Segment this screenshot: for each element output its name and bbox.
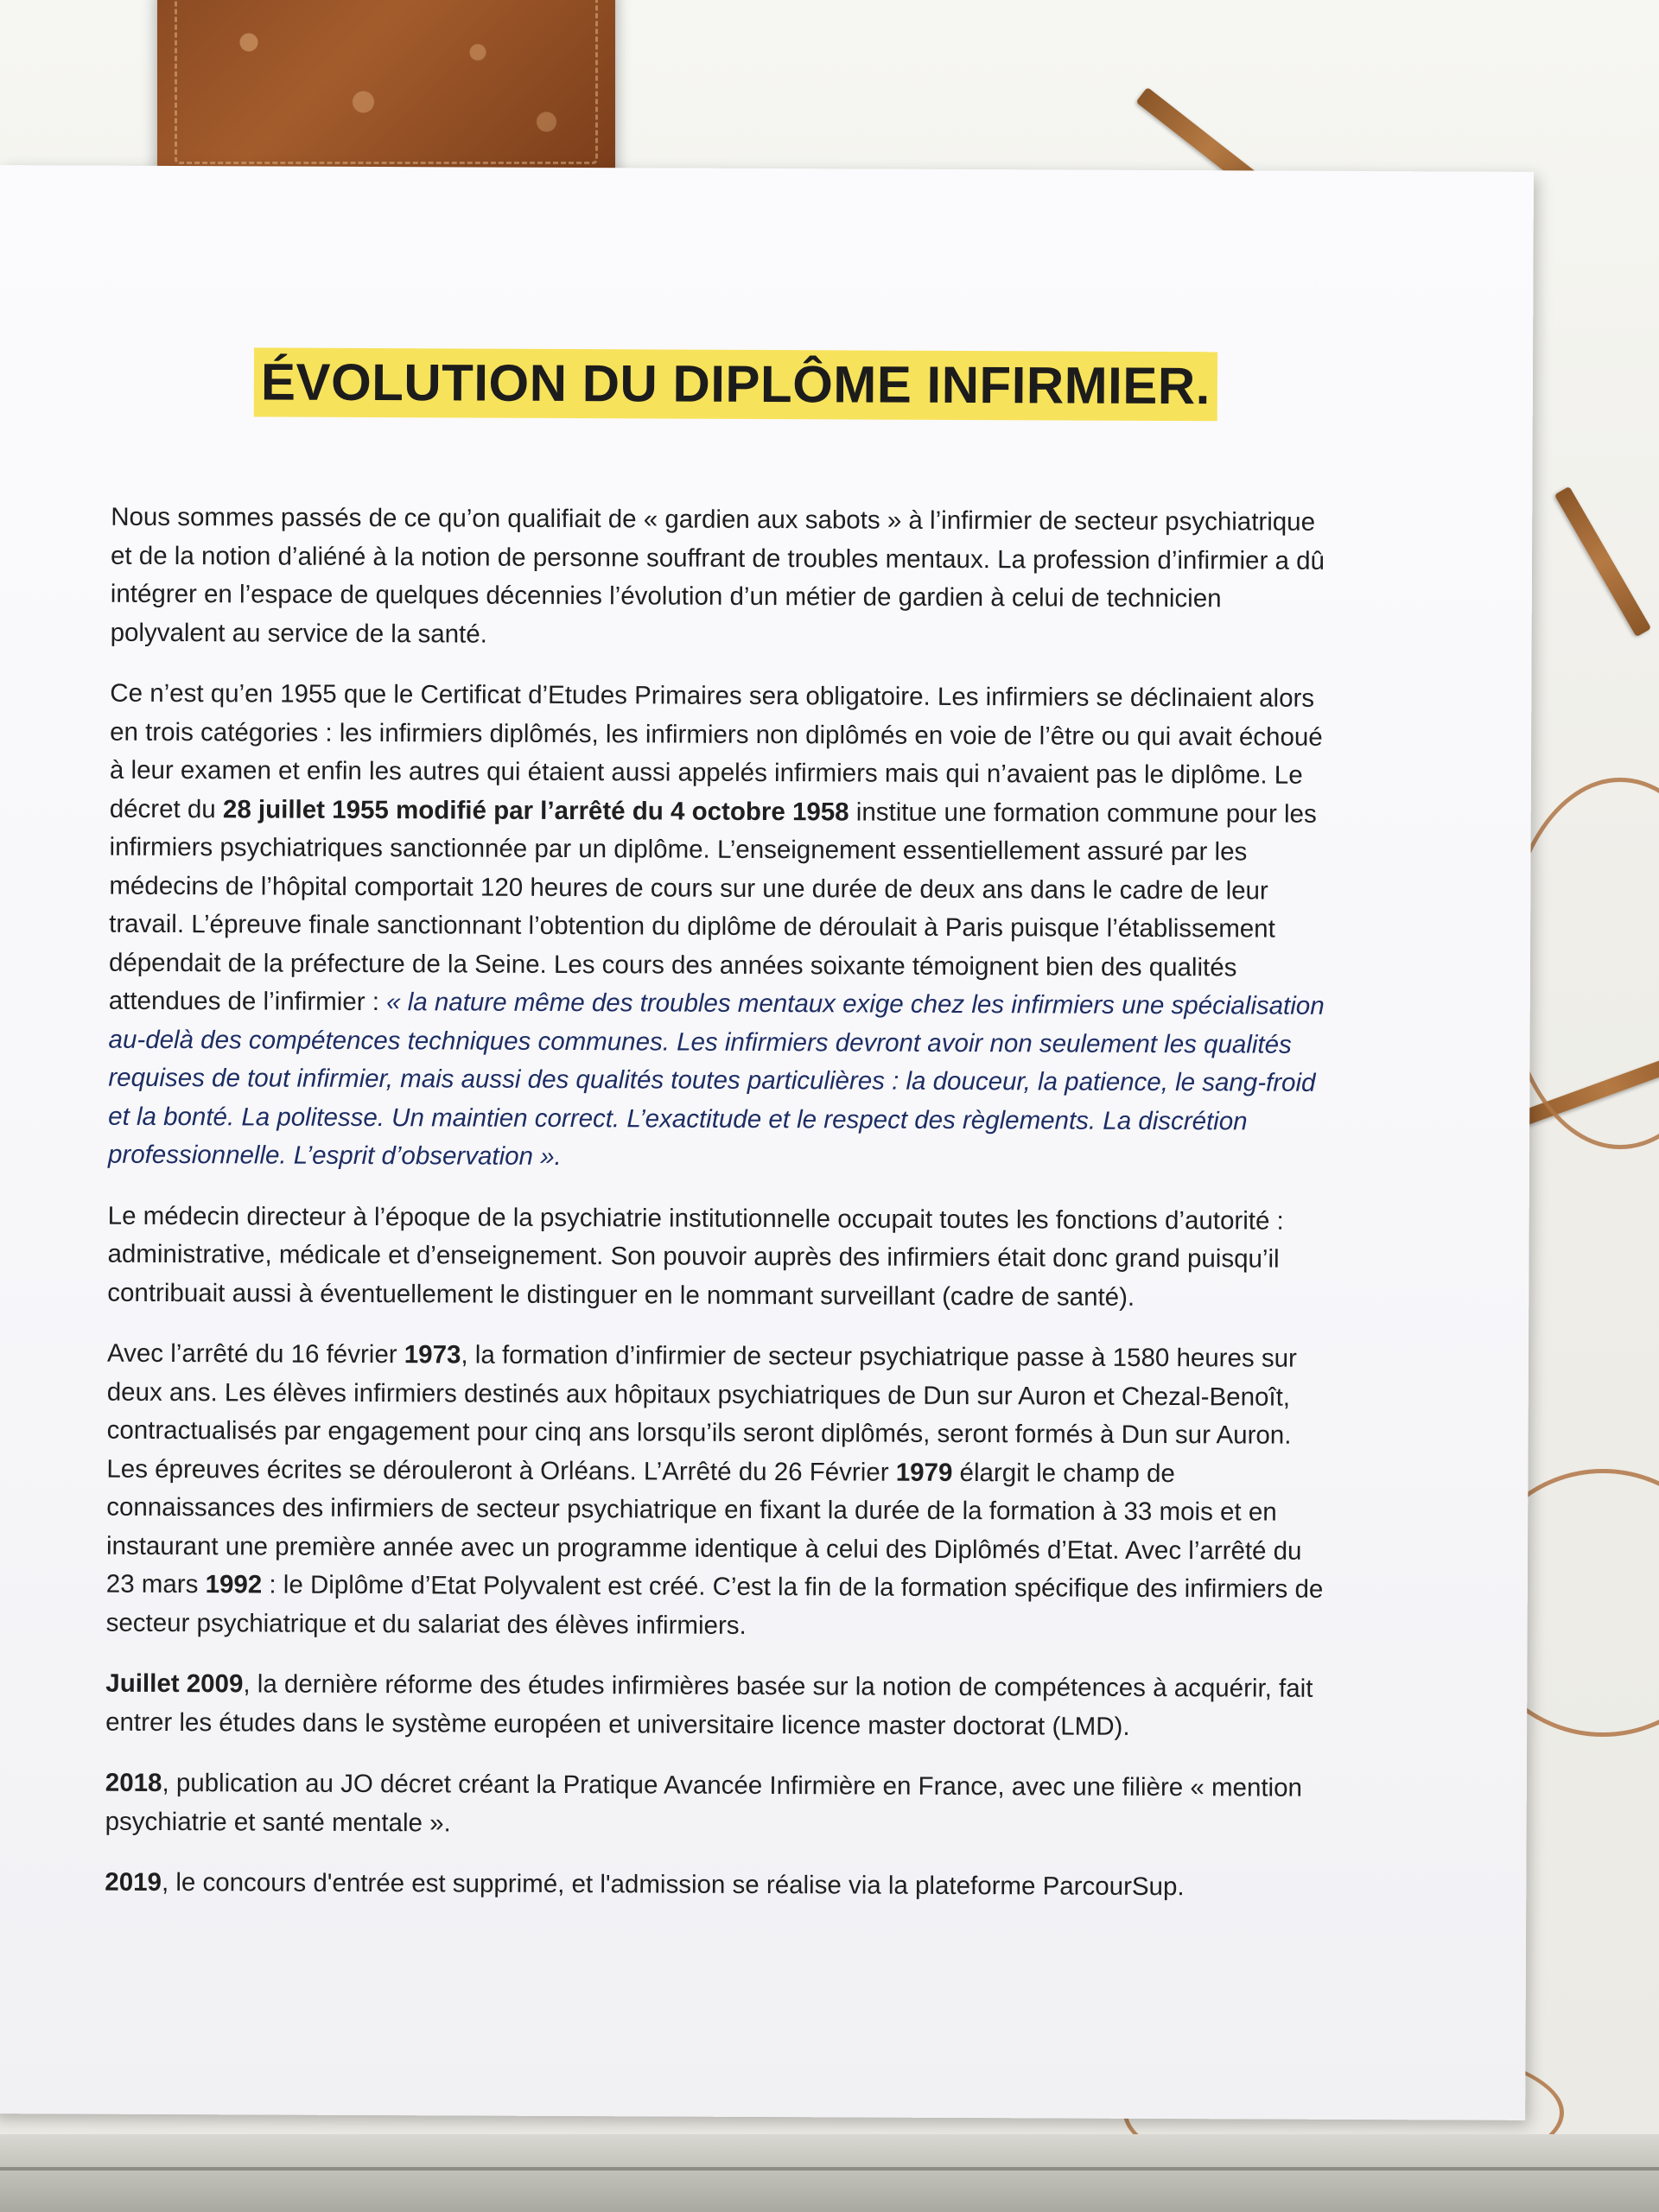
bold-year-2019: 2019 xyxy=(105,1867,162,1897)
printed-sheet xyxy=(0,165,1534,2120)
italic-quote: « la nature même des troubles mentaux exige chez les infirmiers une spécialisation au-delà des compétences techniques communes. Les infirmiers devront avoir non seulement les qualités requises de tout infirmier, mais aussi des qualités toutes particulières : la douceur, la patience, le sang-froid et la bonté. La politesse. Un maintien correct. L’exactitude et le respect des règlements. La discrétion professionnelle. L’esprit d’observation ». xyxy=(107,988,1325,1171)
text-run: , la dernière réforme des études infirmières basée sur la notion de compétences à acquérir, fait entrer les études dans le système européen et universitaire licence master doctorat (LMD). xyxy=(105,1669,1313,1741)
text-run: : le Diplôme d’Etat Polyvalent est créé. C’est la fin de la formation spécifique des infirmiers de secteur psychiatrique et du salariat des élèves infirmiers. xyxy=(105,1570,1324,1640)
bold-year-1992: 1992 xyxy=(205,1570,263,1599)
paragraph-2018 xyxy=(105,1764,1332,1847)
paragraph-1973 xyxy=(106,1335,1335,1648)
text-run: institue une formation commune pour les infirmiers psychiatriques sanctionnée par un diplôme. L’enseignement essentiellement assuré par les médecins de l’hôpital comportait 120 heures de cours sur une durée de deux ans dans le cadre de leur travail. L’épreuve finale sanctionnant l’obtention du diplôme de déroulait à Paris puisque l’établissement dépendait de la préfecture de la Seine. Les cours des années soixante témoignent bien des qualités attendues de l’infirmier : xyxy=(108,797,1317,1017)
bold-date-1955: 28 juillet 1955 modifié par l’arrêté du 4 octobre 1958 xyxy=(222,794,849,826)
paragraph-intro: Nous sommes passés de ce qu’on qualifiait de « gardien aux sabots » à l’infirmier de secteur psychiatrique et de la notion d’aliéné à la notion de personne souffrant de troubles mentaux. La profession d’infirmier a dû intégrer en l’espace de quelques décennies l’évolution d’un métier de gardien à celui de technicien polyvalent au service de la santé. xyxy=(110,502,1325,649)
leather-strap xyxy=(1554,486,1651,638)
bold-date-2009: Juillet 2009 xyxy=(105,1669,244,1699)
leather-object xyxy=(157,0,615,181)
text-run: Ce n’est qu’en 1955 que le Certificat d’Etudes Primaires sera obligatoire. Les infirmiers se déclinaient alors en trois catégories : les infirmiers diplômés, les infirmiers non diplômés en voie de l’être ou qui avait échoué à leur examen et enfin les autres qui étaient aussi appelés infirmiers mais qui n’avaient pas le diplôme. Le décret du xyxy=(109,678,1323,823)
text-run: , publication au JO décret créant la Pratique Avancée Infirmière en France, avec une filière « mention psychiatrie et santé mentale ». xyxy=(105,1768,1303,1837)
paragraph-2019 xyxy=(105,1864,1332,1908)
display-case-edge xyxy=(0,2134,1659,2212)
text-run: , la formation d’infirmier de secteur psychiatrique passe à 1580 heures sur deux ans. Les élèves infirmiers destinés aux hôpitaux psychiatriques de Dun sur Auron et Chezal-Benoît, contractualisés par engagement pour cinq ans lorsqu’ils seront diplômés, seront formés à Dun sur Auron. Les épreuves écrites se dérouleront à Orléans. L’Arrêté du 26 Février xyxy=(106,1340,1297,1487)
text-run: , le concours d'entrée est supprimé, et l'admission se réalise via la plateforme ParcourSup. xyxy=(161,1867,1185,1902)
document-title: ÉVOLUTION DU DIPLÔME INFIRMIER. xyxy=(254,347,1217,421)
leather-stitching xyxy=(175,0,598,164)
paragraph-1955 xyxy=(108,675,1338,1180)
bold-year-2018: 2018 xyxy=(105,1768,162,1797)
document-body xyxy=(105,499,1338,1930)
bold-year-1979: 1979 xyxy=(895,1458,953,1487)
title-wrapper xyxy=(0,346,1533,423)
text-run: Avec l’arrêté du 16 février xyxy=(106,1338,404,1370)
bold-year-1973: 1973 xyxy=(404,1340,461,1370)
paragraph-2009 xyxy=(105,1665,1332,1747)
paragraph-medecin-directeur: Le médecin directeur à l’époque de la psychiatrie institutionnelle occupait toutes les fonctions d’autorité : administrative, médicale et d’enseignement. Son pouvoir auprès des infirmiers était donc grand puisqu’il contribuait aussi à éventuellement le distinguer en le nommant surveillant (cadre de santé). xyxy=(107,1201,1284,1312)
display-case-rail xyxy=(0,2167,1659,2171)
text-run: élargit le champ de connaissances des infirmiers de secteur psychiatrique en fixant la durée de la formation à 33 mois et en instaurant une première année avec un programme identique à celui des Diplômés d’Etat. Avec l’arrêté du 23 mars xyxy=(105,1458,1302,1599)
